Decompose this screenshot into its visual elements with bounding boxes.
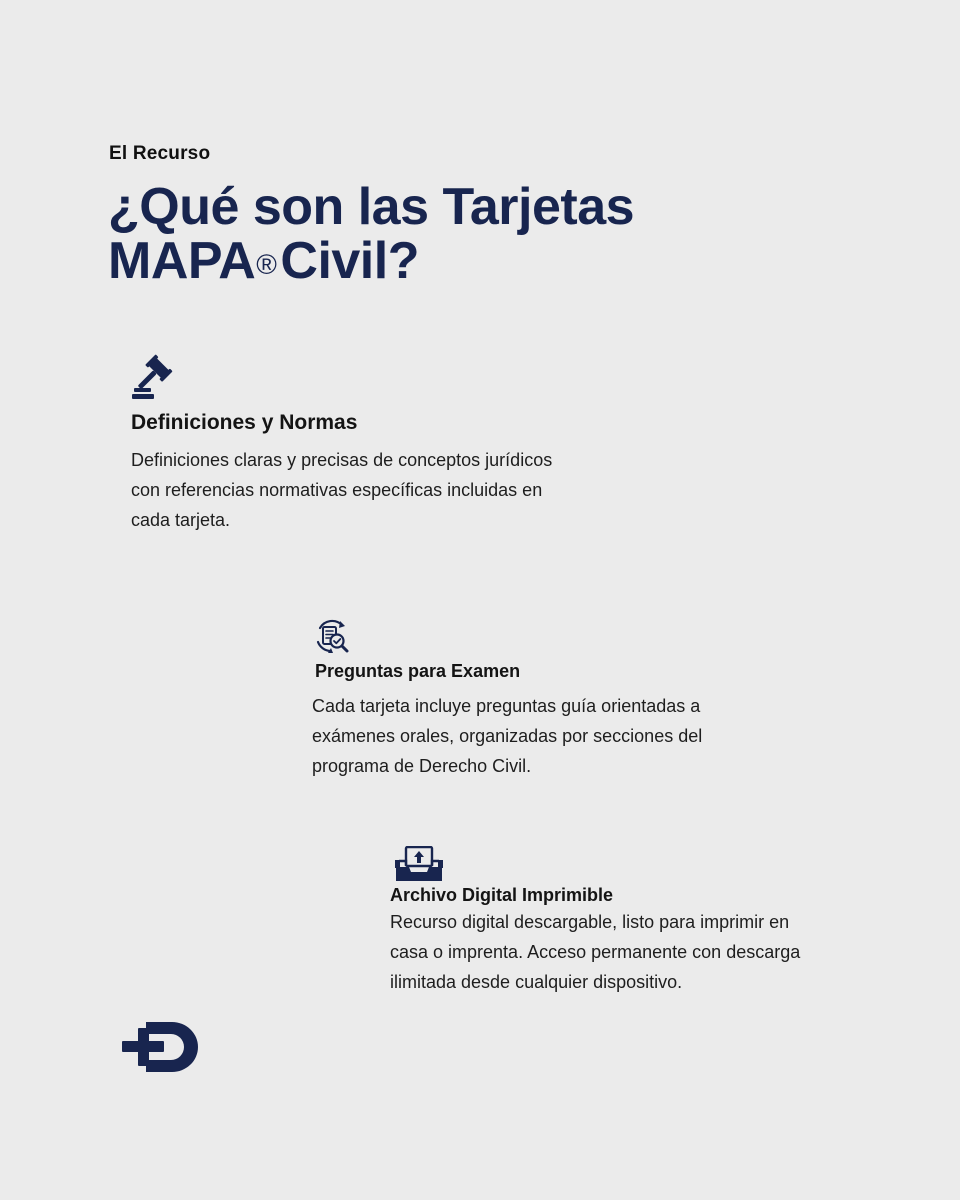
- feature-description: Recurso digital descargable, listo para imprimir en casa o imprenta. Acceso permanente con descarga ilimitada desde cualquier dispositivo.: [390, 912, 801, 992]
- feature-exam-questions: [312, 618, 752, 781]
- section-eyebrow: El Recurso: [109, 143, 211, 164]
- feature-definitions: [131, 352, 571, 535]
- title-suffix: Civil?: [280, 232, 419, 290]
- feature-title: Preguntas para Examen: [315, 661, 521, 681]
- title-brand-name: MAPA: [108, 232, 256, 290]
- gavel-icon: [131, 352, 181, 402]
- document-review-icon: [314, 618, 350, 656]
- plus-d-logo-icon: [122, 1020, 202, 1074]
- feature-title: Definiciones y Normas: [131, 411, 358, 434]
- registered-mark: ®: [256, 249, 277, 280]
- download-tray-icon: [393, 846, 445, 884]
- page-title: [108, 180, 728, 288]
- title-line-2: [108, 234, 728, 288]
- feature-digital-file: [390, 846, 810, 997]
- feature-description: Definiciones claras y precisas de conceptos jurídicos con referencias normativas específicas incluidas en cada tarjeta.: [131, 450, 553, 530]
- feature-title: Archivo Digital Imprimible: [390, 885, 614, 905]
- title-line-1: ¿Qué son las Tarjetas: [108, 178, 635, 236]
- feature-description: Cada tarjeta incluye preguntas guía orientadas a exámenes orales, organizadas por secciones del programa de Derecho Civil.: [312, 696, 703, 776]
